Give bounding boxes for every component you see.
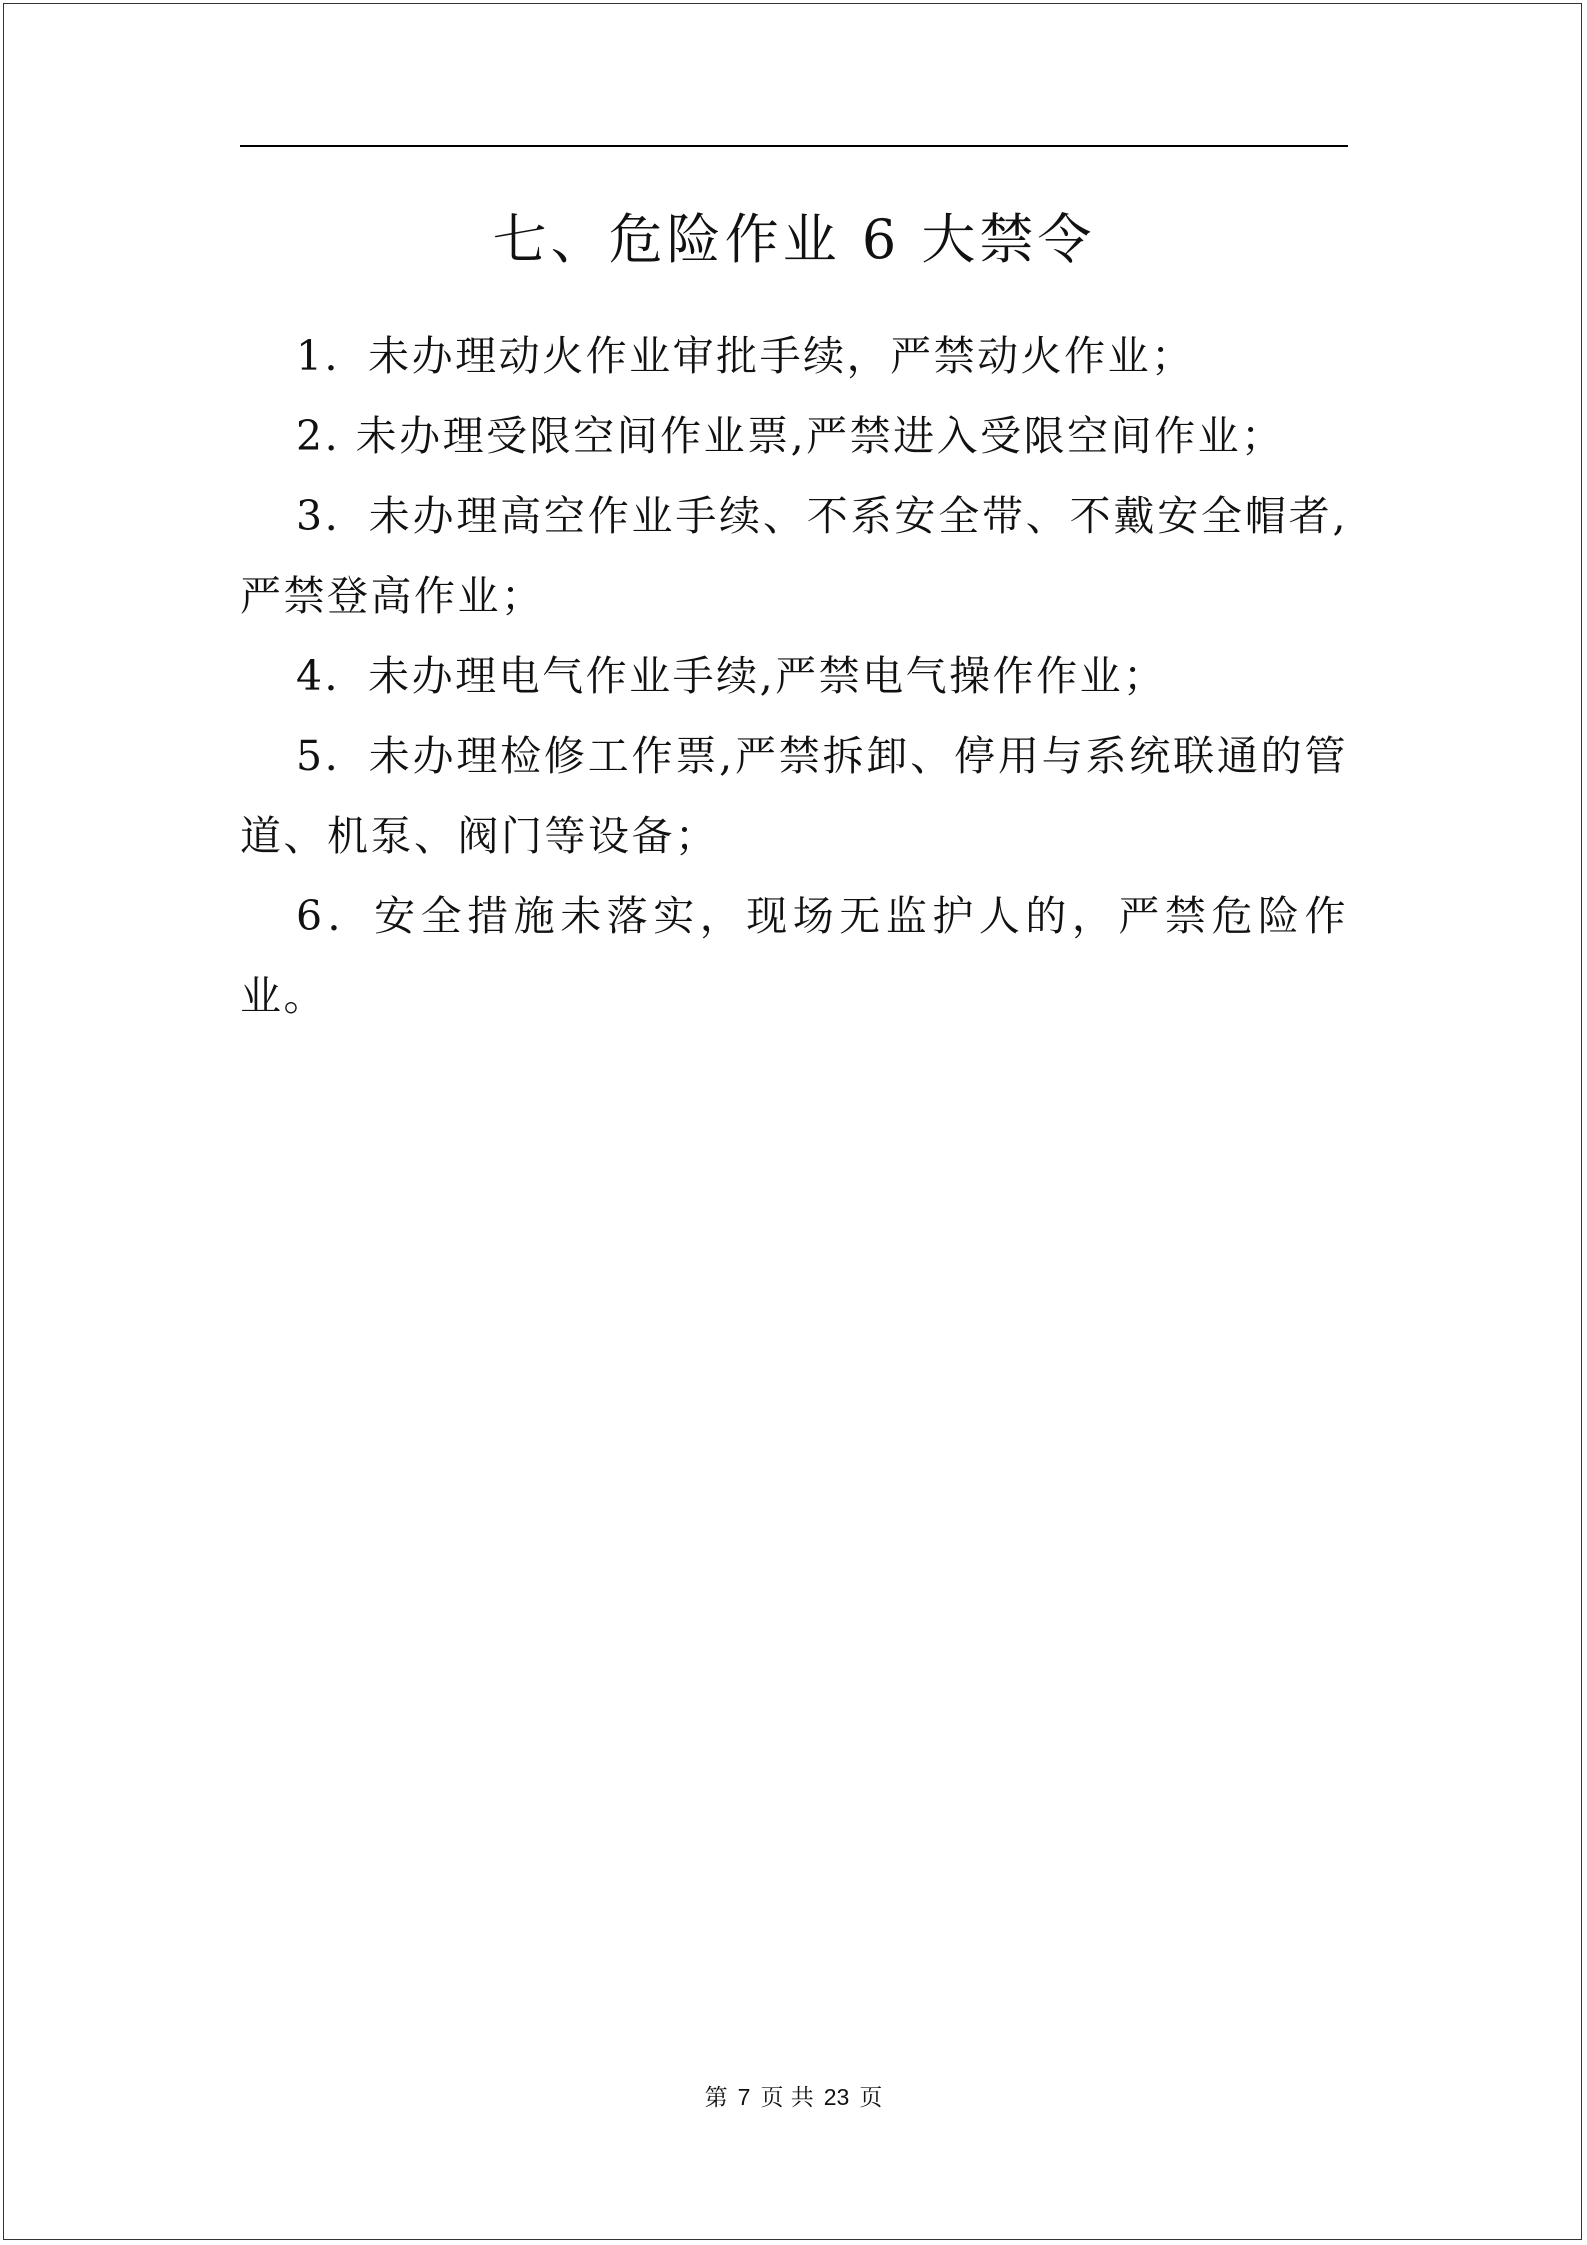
prohibition-item-5: 5．未办理检修工作票,严禁拆卸、停用与系统联通的管道、机泵、阀门等设备； — [240, 732, 1348, 860]
prohibition-item-1: 1．未办理动火作业审批手续，严禁动火作业； — [296, 332, 1195, 380]
header-rule — [240, 145, 1348, 147]
footer-prefix: 第 — [704, 2085, 728, 2111]
footer-middle: 页 共 — [760, 2085, 814, 2111]
prohibition-item-4: 4．未办理电气作业手续,严禁电气操作作业； — [296, 652, 1167, 700]
prohibition-item-3: 3．未办理高空作业手续、不系安全带、不戴安全帽者,严禁登高作业； — [240, 492, 1348, 620]
footer-suffix: 页 — [859, 2085, 883, 2111]
total-pages-number: 23 — [823, 2084, 850, 2110]
prohibition-item-2: 2. 未办理受限空间作业票,严禁进入受限空间作业； — [296, 412, 1285, 460]
section-title: 七、危险作业 6 大禁令 — [492, 208, 1096, 271]
current-page-number: 7 — [737, 2084, 751, 2110]
prohibition-item-6: 6．安全措施未落实，现场无监护人的，严禁危险作业。 — [240, 892, 1348, 1020]
page-footer — [0, 2082, 1587, 2113]
prohibitions-list — [240, 316, 1348, 1036]
